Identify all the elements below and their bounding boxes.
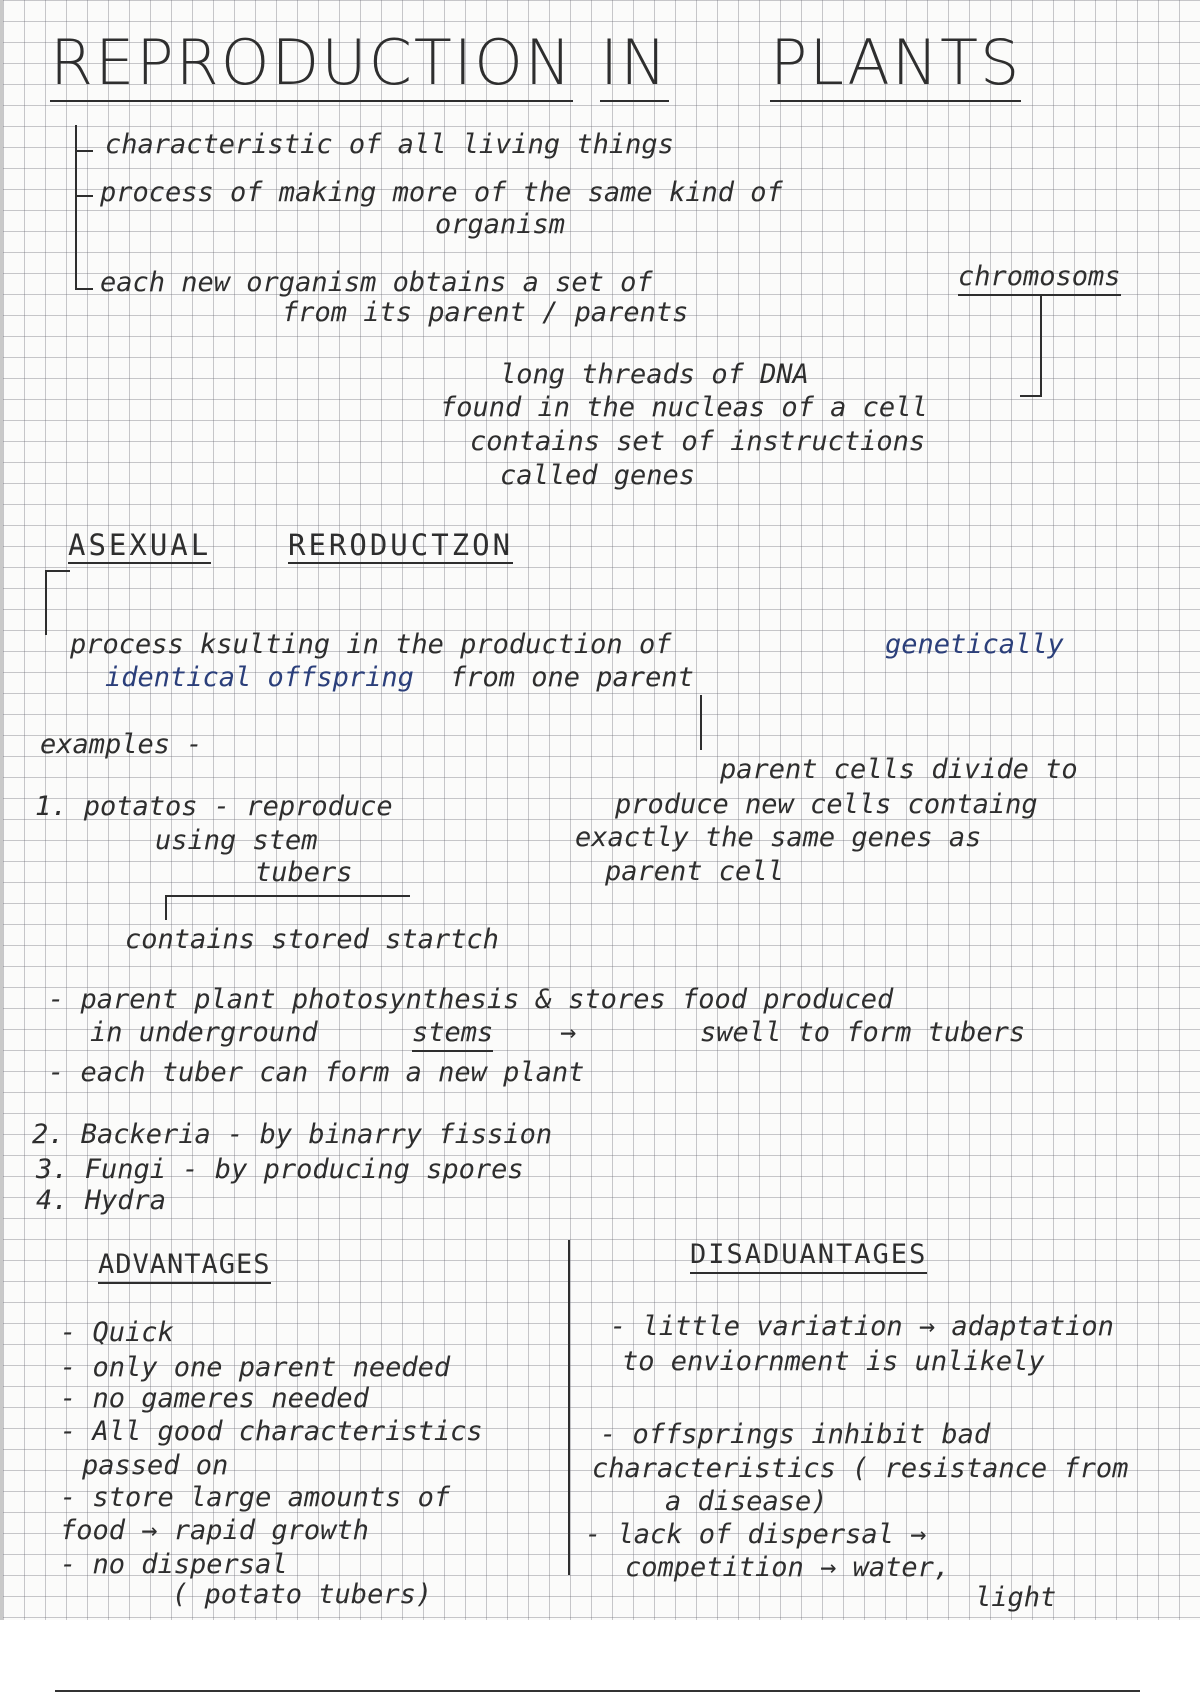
asexual-definition-identical: identical offspring	[105, 662, 414, 693]
chromosome-def-3: contains set of instructions	[470, 426, 926, 457]
advantage-item-7: food → rapid growth	[60, 1515, 369, 1546]
disadvantage-item-5: a disease)	[665, 1486, 828, 1517]
bottom-rule	[55, 1690, 1140, 1692]
advantage-item-1: - Quick	[60, 1317, 174, 1348]
chromosome-def-4: called genes	[500, 460, 696, 491]
intro-point-1: characteristic of all living things	[105, 129, 674, 160]
disadvantages-heading: DISADUANTAGES	[690, 1240, 927, 1274]
advantage-item-9: ( potato tubers)	[172, 1579, 433, 1610]
intro-tick-3	[75, 288, 93, 290]
intro-tick-1	[75, 150, 93, 152]
other-example-1: 2. Backeria - by binarry fission	[32, 1119, 553, 1150]
asexual-definition-rest: from one parent	[450, 662, 694, 693]
disadvantage-item-6: - lack of dispersal →	[585, 1519, 927, 1550]
disadvantage-item-3: - offsprings inhibit bad	[600, 1419, 991, 1450]
title-word-reproduction: REPRODUCTION	[50, 28, 573, 102]
tuber-note: contains stored startch	[125, 924, 499, 955]
other-example-2: 3. Fungi - by producing spores	[36, 1154, 524, 1185]
intro-tick-2	[75, 195, 93, 197]
advantage-item-3: - no gameres needed	[60, 1383, 369, 1414]
genes-note-3: exactly the same genes as	[575, 822, 982, 853]
potatoes-line-1: 1. potatos - reproduce	[35, 791, 393, 822]
intro-point-3a: each new organism obtains a set of	[100, 267, 653, 298]
asexual-heading-b: RERODUCTZON	[288, 528, 514, 562]
advantages-heading: ADVANTAGES	[98, 1250, 271, 1284]
photosynthesis-line-3: - each tuber can form a new plant	[48, 1057, 585, 1088]
advantage-item-5: passed on	[82, 1450, 229, 1481]
chromosome-def-2: found in the nucleas of a cell	[440, 392, 928, 423]
photosynthesis-line-2b: swell to form tubers	[700, 1017, 1026, 1048]
disadvantage-item-2: to enviornment is unlikely	[622, 1346, 1045, 1377]
asexual-definition-a: process ksulting in the production of	[70, 629, 672, 660]
photosynthesis-line-2a: in underground	[90, 1017, 318, 1048]
advantage-item-2: - only one parent needed	[60, 1352, 451, 1383]
title-word-plants: PLANTS	[770, 28, 1021, 102]
genes-note-2: produce new cells containg	[615, 789, 1038, 820]
tuber-bracket-left	[165, 895, 167, 920]
photosynthesis-stems: stems	[412, 1018, 493, 1052]
asexual-definition-genetically: genetically	[885, 629, 1064, 660]
potatoes-line-2: using stem	[155, 825, 318, 856]
chromosome-def-1: long threads of DNA	[500, 359, 809, 390]
advantage-item-6: - store large amounts of	[60, 1482, 451, 1513]
chromosomes-word: chromosoms	[958, 262, 1121, 296]
intro-point-2b: organism	[435, 209, 566, 240]
chromosome-connector-end	[1020, 395, 1042, 397]
genes-note-1: parent cells divide to	[720, 754, 1078, 785]
column-divider	[568, 1240, 570, 1575]
genes-note-4: parent cell	[605, 856, 784, 887]
photosynthesis-line-1: - parent plant photosynthesis & stores food produced	[48, 984, 894, 1015]
intro-point-3b: from its parent / parents	[282, 297, 689, 328]
disadvantage-item-1: - little variation → adaptation	[610, 1311, 1114, 1342]
asexual-bracket	[45, 570, 47, 635]
title-word-in: IN	[600, 28, 669, 102]
tuber-bracket	[165, 895, 410, 897]
asexual-heading-a: ASEXUAL	[68, 528, 212, 562]
arrow-icon: →	[560, 1017, 577, 1048]
advantage-item-8: - no dispersal	[60, 1549, 288, 1580]
other-example-3: 4. Hydra	[36, 1185, 167, 1216]
asexual-bracket-top	[45, 570, 70, 572]
intro-point-2a: process of making more of the same kind of	[100, 177, 783, 208]
disadvantage-item-7: competition → water,	[625, 1552, 951, 1583]
advantage-item-4: - All good characteristics	[60, 1416, 483, 1447]
genes-connector	[700, 695, 702, 750]
chromosome-connector	[1040, 295, 1042, 395]
examples-label: examples -	[40, 729, 203, 760]
disadvantage-item-4: characteristics ( resistance from	[592, 1453, 1129, 1484]
disadvantage-item-8: light	[975, 1582, 1057, 1613]
potatoes-line-3: tubers	[255, 857, 353, 888]
